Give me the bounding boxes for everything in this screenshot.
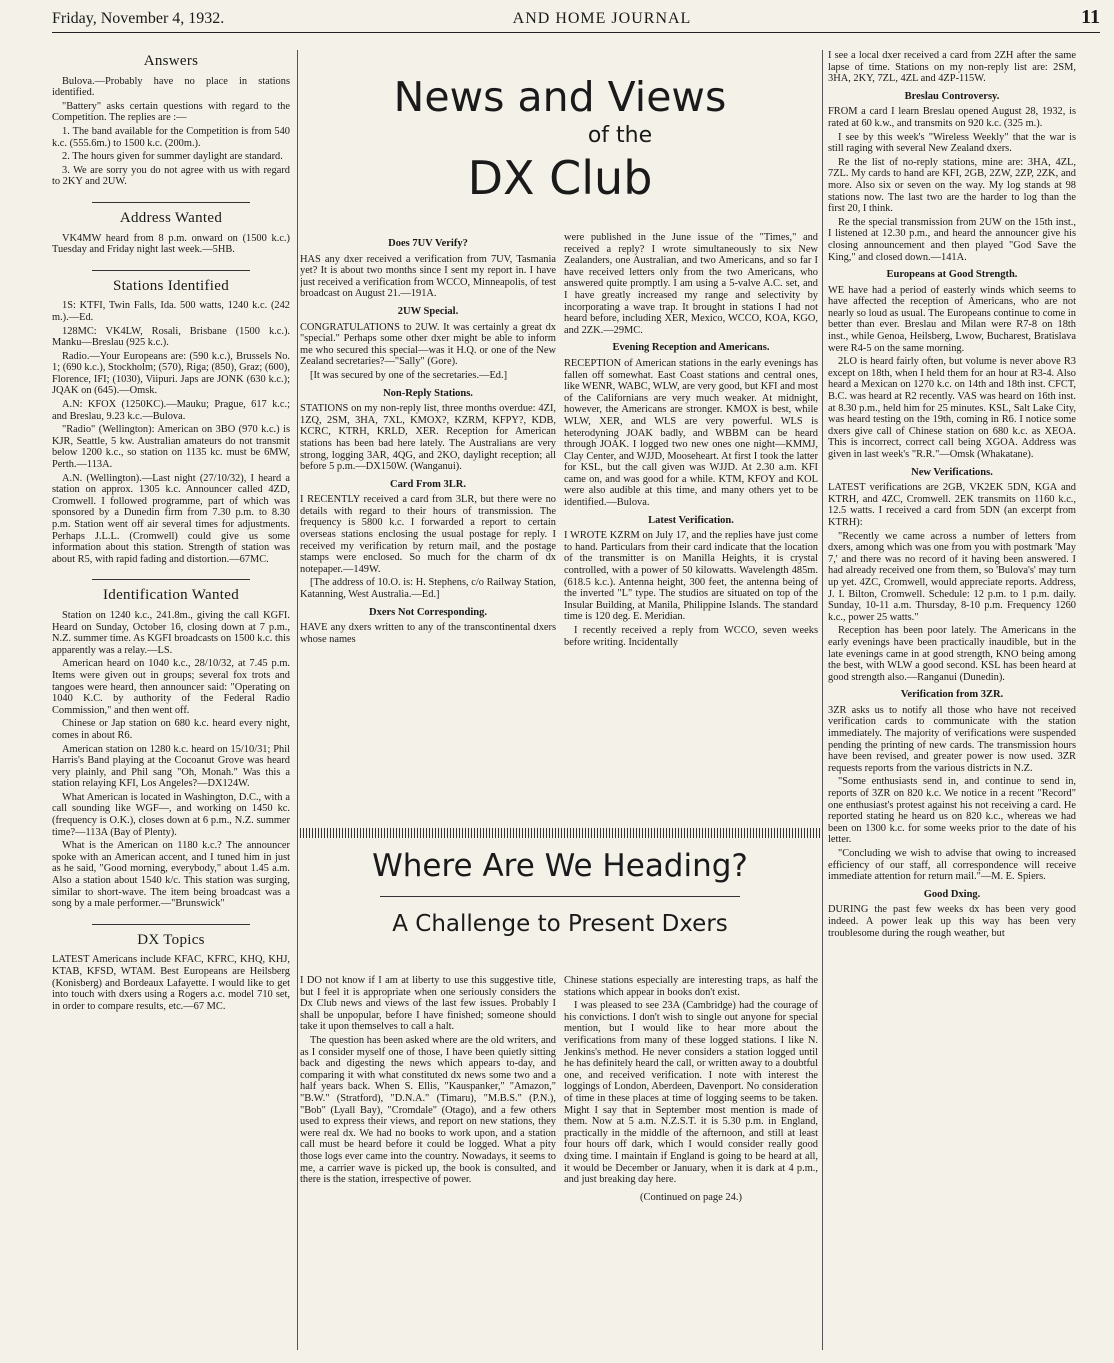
nonreply-text: STATIONS on my non-reply list, three months overdue: 4ZI, 1ZQ, 2SM, 3HA, 7XL, KMOX?, KZRM, KFPY?, KDB, KCRC, KTRH, KRLD, XER. Reception for American stations has been bad here lately. The Australians are very strong, logging 3AR, 4QG, and 2KO, daylight reception; all before 5 p.m.—DX150W. (Wanganui). bbox=[300, 403, 556, 473]
issue-date: Friday, November 4, 1932. bbox=[52, 10, 225, 27]
station-item: 128MC: VK4LW, Rosali, Brisbane (1500 k.c.). Manku—Breslau (925 k.c.). bbox=[52, 325, 290, 349]
2uw-text: CONGRATULATIONS to 2UW. It was certainly a great dx "special." Perhaps some other dxer might be able to inform me who secured this special—was it H.Q. or one of the New Zealand secretaries?—"Sally" (Gore). bbox=[300, 321, 556, 368]
verification-3zr-text: 3ZR asks us to notify all those who have not received verification cards to communicate with the station immediately. The majority of verifications were suspended pending the printing of new cards. The transmission hours have been revised, and greater power is now used. 3ZR requests reports from the various districts in N.Z. bbox=[828, 704, 1076, 774]
hatched-band bbox=[300, 828, 820, 838]
column-1 bbox=[52, 50, 290, 1350]
europeans-text: WE have had a period of easterly winds which seems to have affected the reception of Americans, who are not nearly so loud as usual. The Europeans continue to come in better than ever. Breslau and Milan were R7-8 on 18th inst., while Genoa, Heilsberg, Lwow, Bucharest, Bratislava were R4-5 on the same morning. bbox=[828, 284, 1076, 354]
heading-sub: A Challenge to Present Dxers bbox=[392, 911, 728, 937]
lower-right-column bbox=[564, 975, 818, 1330]
ident-item: American station on 1280 k.c. heard on 15/10/31; Phil Harris's Band playing at the Cocoanut Grove was heard very plainly, and Phil sang "Oh, Monah." Was this a station relaying KFI, Los Angeles?—DX124W. bbox=[52, 743, 290, 790]
station-item: A.N: KFOX (1250KC).—Mauku; Prague, 617 k.c.; and Breslau, 9.23 k.c.—Bulova. bbox=[52, 399, 290, 422]
breslau-text: FROM a card I learn Breslau opened August 28, 1932, is rated at 60 k.w., and transmits on 920 k.c. (325 m.). bbox=[828, 106, 1076, 129]
stations-identified-title: Stations Identified bbox=[112, 277, 230, 294]
page-header bbox=[52, 6, 1100, 33]
page-number: 11 bbox=[1081, 6, 1100, 28]
new-verifications-text: "Recently we came across a number of letters from dxers, among which was one from you with postmark 'May 7,' and there was no record of it having been answered. I had already received one from them, so 'Bulova's' may turn up yet. 4ZC, Cromwell, would appreciate reports. Address, J. I. Bilton, Cromwell. Schedule: 12 p.m. to 1 p.m. daily. Sunday, 10-11 a.m. Thursday, 8-10 p.m. Frequency 1260 k.c., power 25 watts." bbox=[828, 530, 1076, 623]
breslau-text: I see by this week's "Wireless Weekly" that the war is still raging with several New Zealand dxers. bbox=[828, 131, 1076, 155]
ident-item: What American is located in Washington, D.C., with a call sounding like WGF—, and working on 1450 kc. (frequency is O.K.), closes down at 6 p.m., N.Z. summer time?—113A (Bay of Plenty). bbox=[52, 791, 290, 838]
breslau-title: Breslau Controversy. bbox=[904, 90, 1000, 102]
divider bbox=[92, 924, 250, 925]
divider bbox=[92, 579, 250, 580]
breslau-text: Re the list of no-reply stations, mine are: 3HA, 4ZL, 7ZL. My cards to hand are KFI, 2GB, 2ZW, 2ZP, 2ZK, and more. Also six or seven on the way. My log stands at 98 stations now. The last two are the harder to log than the first 20, I think. bbox=[828, 156, 1076, 215]
topics-item: LATEST Americans include KFAC, KFRC, KHQ, KHJ, KTAB, KFSD, WTAM. Best Europeans are Heilsberg (Konisberg) and Bordeaux Lafayette. I would like to get into touch with dxers using a Rogers a.c. model 710 set, in order to compare results, etc.—67 MC. bbox=[52, 954, 290, 1012]
latest-verification-text-2: I recently received a reply from WCCO, seven weeks before writing. Incidentally bbox=[564, 625, 818, 648]
column-rule bbox=[822, 50, 823, 1350]
dx-topics-title: DX Topics bbox=[137, 931, 205, 948]
good-dxing-title: Good Dxing. bbox=[923, 888, 981, 900]
ident-item: Station on 1240 k.c., 241.8m., giving the call KGFI. Heard on Sunday, October 16, closing down at 7 p.m., N.Z. summer time. As KGFI broadcasts on 1500 k.c. this apparently was a relay.—LS. bbox=[52, 609, 290, 656]
column-2 bbox=[300, 232, 556, 824]
verify-title: Does 7UV Verify? bbox=[388, 238, 468, 249]
europeans-title: Europeans at Good Strength. bbox=[886, 269, 1018, 281]
verify-text: HAS any dxer received a verification from 7UV, Tasmania yet? It is about two months since I sent my report in. I have just received a verification from WCCO, Minneapolis, of test broadcast on August 21.—191A. bbox=[300, 253, 556, 300]
answer-item: 2. The hours given for summer daylight are standard. bbox=[62, 151, 283, 163]
answer-item: Bulova.—Probably have no place in stations identified. bbox=[52, 75, 290, 99]
latest-verification-title: Latest Verification. bbox=[648, 514, 734, 526]
good-dxing-text: DURING the past few weeks dx has been very good indeed. A power leak up this way has been very troublesome during the rough weather, but bbox=[828, 904, 1076, 939]
identification-wanted-title: Identification Wanted bbox=[102, 587, 240, 604]
continued-note: (Continued on page 24.) bbox=[639, 1191, 743, 1203]
col3-top-text: were published in the June issue of the "Times," and received a reply? I wrote simultaneously to six New Zealanders, one Australian, and two Americans, and so far I have received letters only from the two Americans, who answered quite promptly. I am using a 5-valve A.C. set, and I have greatly increased my range and selectivity by incorporating a wave trap. It brought in stations I had not heard before, including XER, Mexico, WCCO, KOA, KGO, and 2ZK.—29MC. bbox=[564, 232, 818, 336]
new-verifications-text: Reception has been poor lately. The Americans in the early evenings have been practically inaudible, but in the late evenings came in at good strength, KNO being among the best, with WLW a good second. KSL has been heard at good strength also.—Ranganui (Dunedin). bbox=[828, 625, 1076, 683]
title-line-1: News and Views bbox=[393, 73, 727, 121]
answer-item: 1. The band available for the Competition is from 540 k.c. (555.6m.) to 1500 k.c. (200m.). bbox=[52, 125, 290, 149]
latest-verification-text: I WROTE KZRM on July 17, and the replies have just come to hand. Particulars from their card indicate that the location of the transmitter is on Manilla Heights, it is crystal controlled, with a power of 50 kilowatts. Wavelength 485m. (618.5 k.c.). Antenna height, 300 feet, the antenna being of the inverted "L" type. The studios are situated on top of the Insular Building, at Manila, Philippine Islands. The standard time is 120 deg. E. Meridian. bbox=[564, 530, 818, 623]
card-3lr-text: I RECENTLY received a card from 3LR, but there were no details with regard to their hours of transmission. The frequency is 5800 k.c. I forwarded a report to certain overseas stations enclosing the usual postage for reply. I received my verification by return mail, and the postage stamps were enclosed. So much for the charm of dx notepaper.—149W. bbox=[300, 494, 556, 575]
dxers-text: HAVE any dxers written to any of the transcontinental dxers whose names bbox=[300, 622, 556, 645]
title-line-2: of the bbox=[587, 123, 653, 148]
answer-item: 3. We are sorry you do not agree with us with regard to 2KY and 2UW. bbox=[52, 164, 290, 188]
station-item: Radio.—Your Europeans are: (590 k.c.), Brussels No. 1; (690 k.c.), Stockholm; (570), Riga; (850), Graz; (600), Florence, IFI; (1030), Viipuri. Japs are JONK (630 k.c.); JQAK on (645).—Omsk. bbox=[52, 350, 290, 397]
article-paragraph: I DO not know if I am at liberty to use this suggestive title, but I feel it is appropriate when one seriously considers the Dx Club news and views of the last few issues. Probably I shall be unpopular, before I have finished; someone should take it upon themselves to call a halt. bbox=[300, 975, 556, 1033]
ident-item: What is the American on 1180 k.c.? The announcer spoke with an American accent, and I tuned him in just as he said, "Good morning, everybody," about 1.45 a.m. Also a station about 1540 k/c. This station was surging, similar to short-wave. The item being broadcast was a song by a male performer.—"Brunswick" bbox=[52, 840, 290, 910]
divider bbox=[92, 270, 250, 271]
article-paragraph: Chinese stations especially are interesting traps, as half the stations which appear in books don't exist. bbox=[564, 975, 818, 998]
dxers-title: Dxers Not Corresponding. bbox=[369, 606, 487, 618]
heading-main: Where Are We Heading? bbox=[372, 848, 748, 884]
card-3lr-title: Card From 3LR. bbox=[390, 478, 466, 490]
col4-top-text: I see a local dxer received a card from 2ZH after the same lapse of time. Stations on my non-reply list are: 2SM, 3HA, 2KY, 7ZL, 4ZL and 4ZP-115W. bbox=[828, 50, 1076, 85]
news-views-title bbox=[300, 72, 820, 206]
new-verifications-text: LATEST verifications are 2GB, VK2EK 5DN, KGA and KTRH, and 4ZC, Cromwell. 2EK transmits on 1160 k.c., 12.5 watts. I received a card from 5DN (an excerpt from KTRH): bbox=[828, 482, 1076, 528]
divider bbox=[92, 202, 250, 203]
answer-item: "Battery" asks certain questions with regard to the Competition. The replies are :— bbox=[52, 100, 290, 124]
answers-title: Answers bbox=[143, 53, 199, 69]
heading-rule bbox=[380, 896, 740, 897]
article-paragraph: The question has been asked where are the old writers, and as I consider myself one of those, I have been quietly sitting back and digesting the news which appears to-day, and comparing it with what constituted dx news some two and a half years back. When S. Ellis, "Kauspanker," "Amazon," "B.W." (Stratford), "D.N.A." (Timaru), "M.B.S." (P.N.), "Bob" (Lyall Bay), "Cromdale" (Otago), and a few others used to express their views, and report on new stations, they were real dx. We had no books to work upon, and a station call must be heard before it could be logged. What a pity those logs ever came into the country. Nowadays, it seems to me, a carrier wave is picked up, the book is consulted, and there is the station, irrespective of power. bbox=[300, 1034, 556, 1186]
station-item: "Radio" (Wellington): American on 3BO (970 k.c.) is KJR, Seattle, 5 kw. Australian amateurs do not transmit below 1200 k.c., so station on 1135 kc. must be 6MW, Perth.—113A. bbox=[52, 424, 290, 471]
2uw-title: 2UW Special. bbox=[397, 305, 459, 317]
ident-item: American heard on 1040 k.c., 28/10/32, at 7.45 p.m. Items were given out in groups; several fox trots and tangoes were heard, then announcer said: "Operating on 1040 K.C. by authority of the Federal Radio Commission," and then went off. bbox=[52, 658, 290, 716]
article-paragraph: I was pleased to see 23A (Cambridge) had the courage of his convictions. I don't wish to single out anyone for special mention, but I would like to hear more about the verifications from many of these logged stations. I like N. Jenkins's method. He never considers a station logged until he has definitely heard the call, or written away to a doubtful one, and received verification. I note with interest the loggings of London, Aberdeen, Davenport. No consideration of time in these places at time of logging seems to be taken. Might I say that in September most mention is made of them. Now at 5 a.m. N.Z.S.T. it is 5.30 p.m. in England, practically in the middle of the afternoon, and still at least four hours off dark, which I would consider really good dxing time. I maintain if England is going to be heard at all, it would be December or January, when it is dark at 4 p.m., and just breaking day here. bbox=[564, 1000, 818, 1186]
title-line-3: DX Club bbox=[467, 151, 653, 205]
station-item: 1S: KTFI, Twin Falls, Ida. 500 watts, 1240 k.c. (242 m.).—Ed. bbox=[52, 300, 290, 323]
evening-text: RECEPTION of American stations in the early evenings has fallen off somewhat. East Coast stations and central ones, like WENR, WABC, WLW, are very good, but KFI and most of the Californians are very much weaker. At midnight, however, the Americans are stronger. KMOX is best, while WLW, XER, and WLS are very powerful. WLS is heterodyning JOAK badly, and WBBM can be heard through JOAK. I logged two new ones one night—KMMJ, Clay Center, and WJJD, Mooseheart. At first I took the latter for KSL, but the call given was WJJD. At 2.30 a.m. KFI came on, and was good for a while. KTM, KFOY and KOL were also audible at this time, and many others yet to be identified.—Bulova. bbox=[564, 357, 818, 509]
verification-3zr-text: "Concluding we wish to advise that owing to increased efficiency of our staff, all correspondence will receive immediate attention for return mail."—M. E. Spiers. bbox=[828, 848, 1076, 883]
heading-block bbox=[300, 846, 820, 939]
address-wanted-title: Address Wanted bbox=[119, 209, 223, 226]
2uw-note: [It was secured by one of the secretaries.—Ed.] bbox=[310, 369, 508, 381]
column-4 bbox=[828, 50, 1076, 1350]
verification-3zr-text: "Some enthusiasts send in, and continue to send in, reports of 3ZR on 820 k.c. We notice in a recent "Record" one enthusiast's protest against his not receiving a card. He reported stating he heard us on 820 k.c., whereas we had been on 1300 k.c. for some weeks prior to the date of his letter. bbox=[828, 776, 1076, 846]
column-rule bbox=[297, 50, 298, 1350]
column-3 bbox=[564, 232, 818, 824]
station-item: A.N. (Wellington).—Last night (27/10/32), I heard a station on approx. 1305 k.c. Announcer called 4ZD, Cromwell. I followed programme, part of which was sponsored by a Dunedin firm from 7.30 p.m. to 8.30 p.m. Station went off air several times for adjustments. Perhaps J.L.L. (Cromwell) could give us some information about this station. Strength of station was about R5, with rapid fading and distortion.—67MC. bbox=[52, 472, 290, 565]
nonreply-title: Non-Reply Stations. bbox=[383, 387, 473, 399]
card-3lr-note: [The address of 10.O. is: H. Stephens, c/o Railway Station, Katanning, West Australia.—Ed.] bbox=[300, 577, 556, 601]
breslau-text: Re the special transmission from 2UW on the 15th inst., I listened at 12.30 p.m., and heard the announcer give his closing announcement and then played "God Save the King," and closed down.—141A. bbox=[828, 216, 1076, 263]
europeans-text: 2LO is heard fairly often, but volume is never above R3 except on 18th, when I held them for an hour at R3-4. Also heard a Mexican on 1270 k.c. on 14th and 18th inst. CFCT, B.C. was heard at R2 recently. VAS was heard on 16th inst. at 8.30 p.m., held him for 25 minutes. KSL, Salt Lake City, was heard testing on the 19th, coming in R6. I notice some dxers give call of Chinese station on 680 k.c. as XEOA. This is incorrect, correct call being XGOA. Address was given in last week's "R.R."—Omsk (Whakatane). bbox=[828, 356, 1076, 460]
address-item: VK4MW heard from 8 p.m. onward on (1500 k.c.) Tuesday and Friday night last week.—5HB. bbox=[52, 232, 290, 256]
journal-name: AND HOME JOURNAL bbox=[512, 10, 692, 27]
lower-left-column bbox=[300, 975, 556, 1330]
ident-item: Chinese or Jap station on 680 k.c. heard every night, comes in about R6. bbox=[52, 718, 290, 741]
evening-title: Evening Reception and Americans. bbox=[612, 342, 770, 354]
new-verifications-title: New Verifications. bbox=[911, 466, 993, 478]
verification-3zr-title: Verification from 3ZR. bbox=[900, 689, 1004, 701]
